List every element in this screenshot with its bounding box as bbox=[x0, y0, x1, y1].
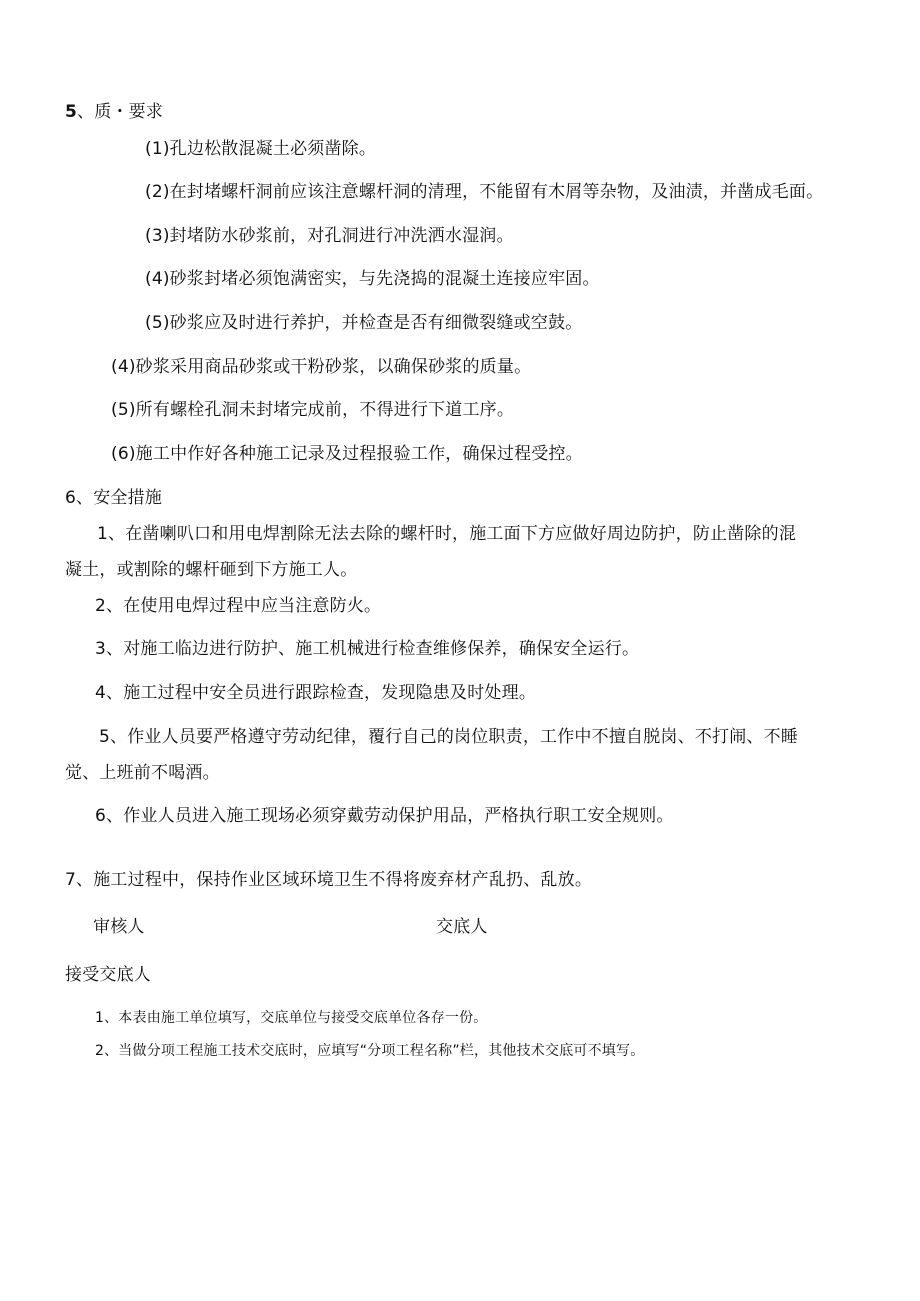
section-6-item-5-line-2: 觉、上班前不喝酒。 bbox=[65, 763, 220, 783]
section-6-item-2: 2、在使用电焊过程中应当注意防火。 bbox=[95, 596, 382, 616]
section-5-heading bbox=[65, 101, 163, 123]
section-5-subitem-4: (4)砂浆封堵必须饱满密实，与先浇捣的混凝土连接应牢固。 bbox=[145, 269, 600, 289]
section-5-item-4: (4)砂浆采用商品砂浆或干粉砂浆，以确保砂浆的质量。 bbox=[111, 357, 532, 377]
note-1: 1、本表由施工单位填写，交底单位与接受交底单位各存一份。 bbox=[95, 1010, 488, 1026]
discloser-label: 交底人 bbox=[436, 917, 488, 937]
section-5-number: 5 bbox=[65, 102, 78, 122]
section-6-item-6: 6、作业人员进入施工现场必须穿戴劳动保护用品，严格执行职工安全规则。 bbox=[95, 806, 674, 826]
section-5-subitem-1: (1)孔边松散混凝土必须凿除。 bbox=[145, 139, 377, 159]
section-6-item-4: 4、施工过程中安全员进行跟踪检查，发现隐患及时处理。 bbox=[95, 683, 537, 703]
section-6-item-3: 3、对施工临边进行防护、施工机械进行检查维修保养，确保安全运行。 bbox=[95, 639, 640, 659]
note-2: 2、当做分项工程施工技术交底时，应填写“分项工程名称”栏，其他技术交底可不填写。 bbox=[95, 1043, 645, 1059]
section-5-item-6: (6)施工中作好各种施工记录及过程报验工作，确保过程受控。 bbox=[111, 444, 583, 464]
reviewer-label: 审核人 bbox=[93, 917, 145, 937]
section-6-heading: 6、安全措施 bbox=[65, 488, 163, 508]
section-5-subitem-2: (2)在封堵螺杆洞前应该注意螺杆洞的清理，不能留有木屑等杂物，及油渍，并凿成毛面。 bbox=[145, 182, 824, 202]
section-6-item-1-line-1: 1、在凿喇叭口和用电焊割除无法去除的螺杆时，施工面下方应做好周边防护，防止凿除的混 bbox=[97, 524, 797, 544]
section-5-item-5: (5)所有螺栓孔洞未封堵完成前，不得进行下道工序。 bbox=[111, 400, 515, 420]
section-5-subitem-3: (3)封堵防水砂浆前，对孔洞进行冲洗洒水湿润。 bbox=[145, 226, 514, 246]
receiver-label: 接受交底人 bbox=[65, 965, 151, 985]
section-5-title: 、质・要求 bbox=[77, 102, 164, 122]
section-6-item-1-line-2: 凝土，或割除的螺杆砸到下方施工人。 bbox=[65, 560, 358, 580]
section-5-subitem-5: (5)砂浆应及时进行养护，并检查是否有细微裂缝或空鼓。 bbox=[145, 313, 583, 333]
section-6-item-5-line-1: 5、作业人员要严格遵守劳动纪律，覆行自己的岗位职责，工作中不擅自脱岗、不打闹、不睡 bbox=[99, 727, 799, 747]
section-7-text: 7、施工过程中，保持作业区域环境卫生不得将废弃材产乱扔、乱放。 bbox=[65, 870, 593, 890]
